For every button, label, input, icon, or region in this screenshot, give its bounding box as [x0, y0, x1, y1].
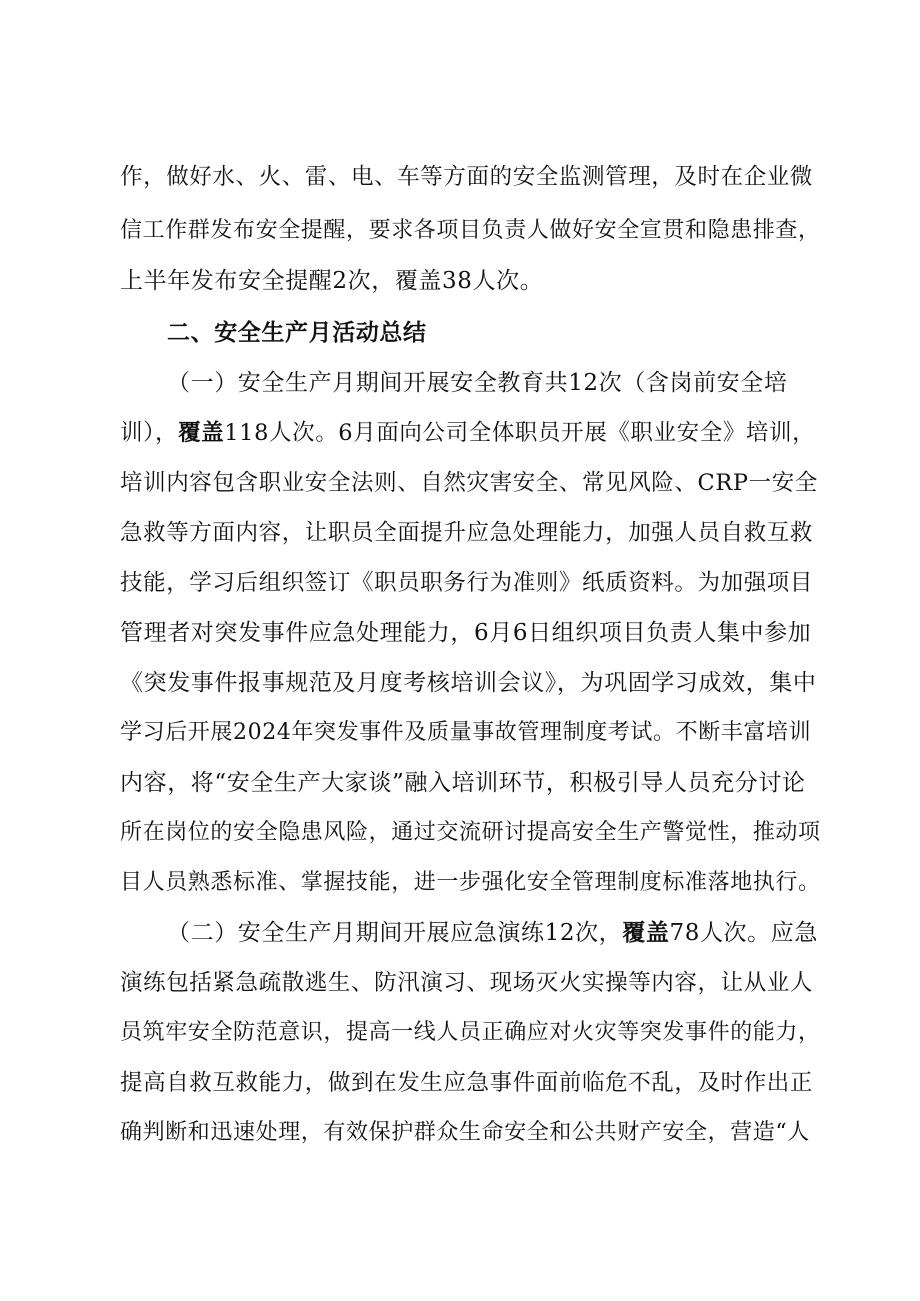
paragraph-line: 技能，学习后组织签订《职员职务行为准则》纸质资料。为加强项目 — [120, 570, 814, 596]
paragraph-line: 演练包括紧急疏散逃生、防汛演习、现场灭火实操等内容，让从业人 — [120, 970, 814, 996]
text-run: （二）安全生产月期间开展应急演练12次， — [167, 920, 623, 946]
paragraph-line: 学习后开展2024年突发事件及质量事故管理制度考试。不断丰富培训 — [120, 720, 812, 745]
bold-text-run: 覆盖 — [622, 919, 670, 946]
paragraph-line: 培训内容包含职业安全法则、自然灾害安全、常见风险、CRP一安全 — [120, 470, 818, 496]
paragraph-line: 提高自救互救能力，做到在发生应急事件面前临危不乱，及时作出正 — [120, 1070, 814, 1096]
paragraph-line: 《突发事件报事规范及月度考核培训会议》，为巩固学习成效，集中 — [120, 670, 817, 696]
paragraph-line: （一）安全生产月期间开展安全教育共12次（含岗前安全培 — [167, 370, 788, 396]
paragraph-line: 内容，将“安全生产大家谈”融入培训环节，积极引导人员充分讨论 — [120, 770, 806, 796]
paragraph-line: 作，做好水、火、雷、电、车等方面的安全监测管理，及时在企业微 — [120, 164, 814, 190]
paragraph-line: 确判断和迅速处理，有效保护群众生命安全和公共财产安全，营造“人 — [120, 1120, 810, 1145]
paragraph-line: 信工作群发布安全提醒，要求各项目负责人做好安全宣贯和隐患排查， — [120, 218, 821, 243]
paragraph-line — [120, 418, 822, 448]
paragraph-line: 急救等方面内容，让职员全面提升应急处理能力，加强人员自救互救 — [120, 520, 814, 546]
paragraph-line: 所在岗位的安全隐患风险，通过交流研讨提高安全生产警觉性，推动项 — [120, 820, 821, 845]
paragraph-line: 上半年发布安全提醒2次，覆盖38人次。 — [120, 268, 544, 294]
paragraph-line: 目人员熟悉标准、掌握技能，进一步强化安全管理制度标准落地执行。 — [120, 870, 821, 895]
bold-text-run: 覆盖 — [178, 420, 225, 446]
paragraph-line — [167, 918, 822, 948]
paragraph-line: 管理者对突发事件应急处理能力，6月6日组织项目负责人集中参加 — [120, 620, 812, 646]
section-heading: 二、安全生产月活动总结 — [167, 319, 427, 346]
text-run: 训）， — [120, 420, 179, 446]
text-run: 78人次。应急 — [669, 920, 818, 946]
text-run: 118人次。6月面向公司全体职员开展《职业安全》培训， — [224, 420, 816, 446]
paragraph-line: 员筑牢安全防范意识，提高一线人员正确应对火灾等突发事件的能力， — [120, 1020, 821, 1045]
